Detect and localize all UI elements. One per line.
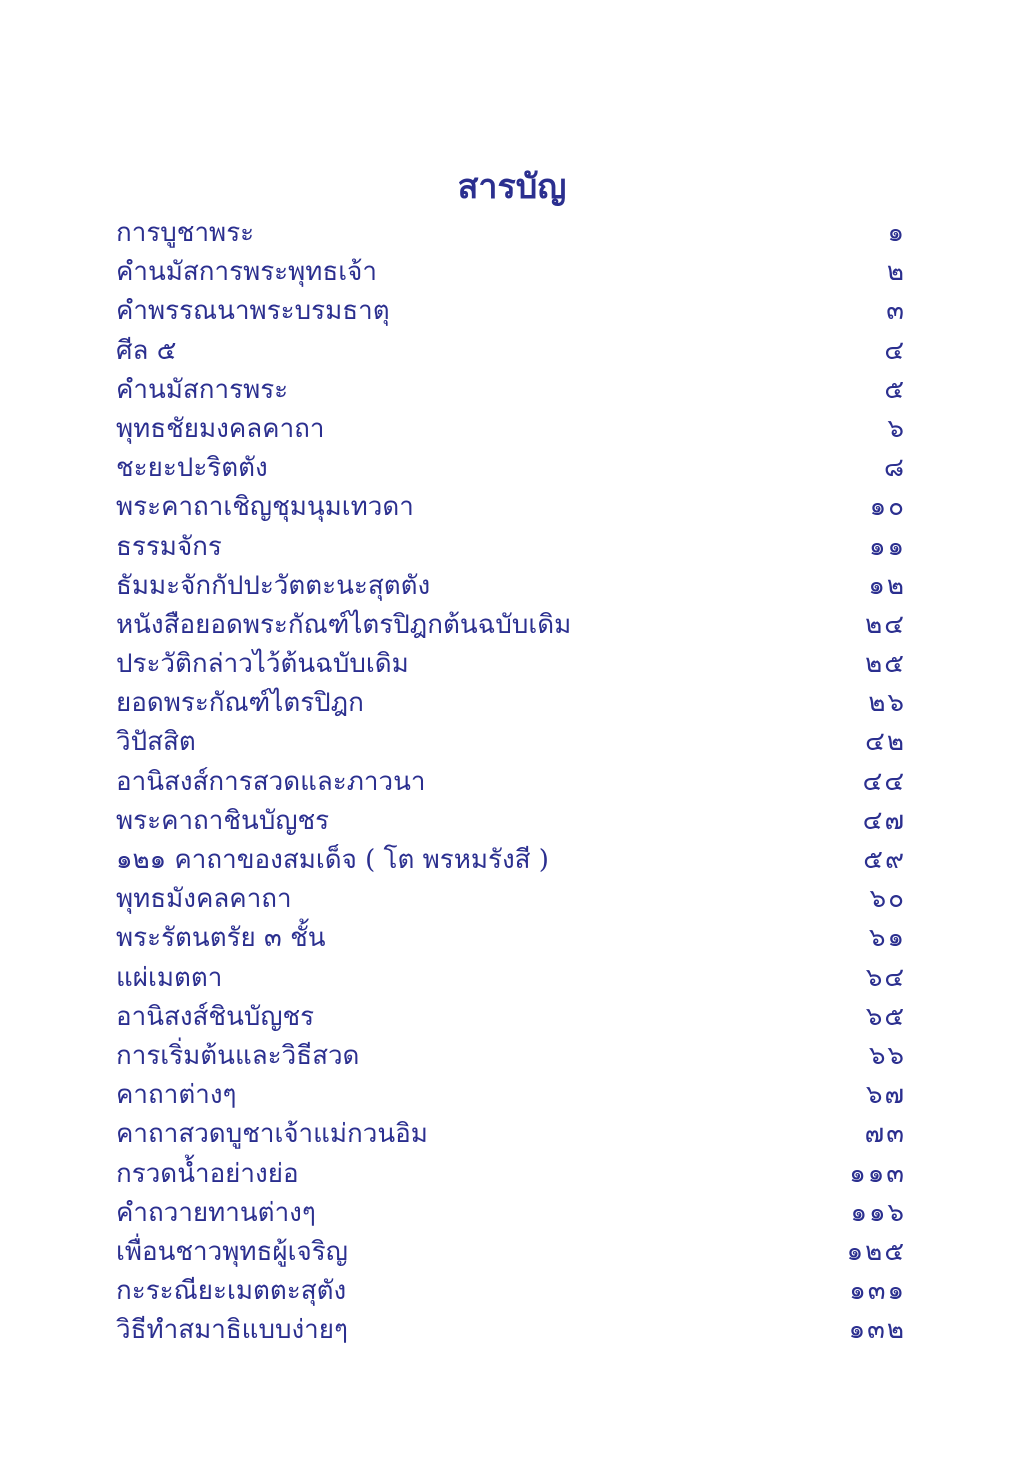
toc-entry-page-number: ๑ bbox=[887, 218, 906, 248]
toc-entry-title: อานิสงส์การสวดและภาวนา bbox=[116, 766, 426, 797]
toc-entry bbox=[116, 332, 906, 371]
toc-entry-page-number: ๑๑๓ bbox=[849, 1158, 906, 1189]
toc-entry bbox=[116, 214, 906, 253]
toc-entry-page-number: ๔ bbox=[884, 335, 906, 366]
toc-entry-title: กรวดน้ำอย่างย่อ bbox=[116, 1158, 299, 1189]
toc-entry-page-number: ๖๗ bbox=[865, 1080, 906, 1111]
toc-entry-title: เพื่อนชาวพุทธผู้เจริญ bbox=[116, 1236, 348, 1267]
toc-entry bbox=[116, 488, 906, 527]
toc-entry bbox=[116, 449, 906, 488]
toc-entry-page-number: ๑๒๕ bbox=[846, 1236, 906, 1267]
toc-entry-page-number: ๖๐ bbox=[869, 884, 906, 915]
toc-entry-title: วิปัสสิต bbox=[116, 727, 196, 758]
toc-entry-title: ยอดพระกัณฑ์ไตรปิฎก bbox=[116, 688, 364, 719]
toc-entry-page-number: ๒๔ bbox=[865, 609, 906, 640]
toc-entry-title: ชะยะปะริตตัง bbox=[116, 453, 268, 484]
toc-entry bbox=[116, 684, 906, 723]
toc-entry-title: วิธีทำสมาธิแบบง่ายๆ bbox=[116, 1315, 348, 1346]
toc-entry-title: คำนมัสการพระ bbox=[116, 374, 289, 405]
toc-entry-title: คาถาต่างๆ bbox=[116, 1080, 237, 1111]
toc-entry bbox=[116, 528, 906, 567]
toc-entry-page-number: ๑๓๑ bbox=[849, 1276, 906, 1307]
toc-entry-title: พระรัตนตรัย ๓ ชั้น bbox=[116, 923, 326, 954]
toc-entry bbox=[116, 410, 906, 449]
toc-entry-page-number: ๕๙ bbox=[863, 845, 906, 875]
toc-entry bbox=[116, 1115, 906, 1154]
toc-entry-title: ธัมมะจักกัปปะวัตตะนะสุตตัง bbox=[116, 570, 431, 601]
toc-entry-page-number: ๒ bbox=[886, 257, 906, 288]
toc-entry bbox=[116, 723, 906, 762]
toc-entry-title: ประวัติกล่าวไว้ต้นฉบับเดิม bbox=[116, 649, 409, 680]
toc-entry bbox=[116, 841, 906, 880]
toc-entry-page-number: ๔๒ bbox=[865, 727, 906, 758]
toc-entry-title: คำนมัสการพระพุทธเจ้า bbox=[116, 257, 378, 288]
toc-entry-title: คำถวายทานต่างๆ bbox=[116, 1197, 316, 1228]
toc-entry bbox=[116, 1155, 906, 1194]
toc-entry-page-number: ๘ bbox=[883, 453, 906, 484]
toc-entry-title: พระคาถาชินบัญชร bbox=[116, 805, 330, 836]
toc-entry bbox=[116, 1272, 906, 1311]
toc-entry-title: แผ่เมตตา bbox=[116, 962, 223, 993]
toc-entry bbox=[116, 292, 906, 331]
toc-entry bbox=[116, 1311, 906, 1350]
toc-entry bbox=[116, 1076, 906, 1115]
toc-entry-page-number: ๔๔ bbox=[862, 766, 906, 797]
toc-entry bbox=[116, 880, 906, 919]
toc-entry bbox=[116, 802, 906, 841]
toc-entry-page-number: ๒๕ bbox=[865, 649, 906, 680]
toc-entry-page-number: ๖๔ bbox=[865, 962, 906, 993]
toc-entry-title: คาถาสวดบูชาเจ้าแม่กวนอิม bbox=[116, 1119, 428, 1150]
toc-entry bbox=[116, 1037, 906, 1076]
toc-entry-page-number: ๖ bbox=[887, 413, 906, 444]
toc-entry-page-number: ๖๖ bbox=[868, 1040, 906, 1071]
toc-entry-title: พระคาถาเชิญชุมนุมเทวดา bbox=[116, 492, 414, 523]
toc-entry-title: คำพรรณนาพระบรมธาตุ bbox=[116, 296, 390, 327]
toc-entry-title: ศีล ๕ bbox=[116, 335, 177, 366]
toc-entry bbox=[116, 763, 906, 802]
toc-entry-title: ๑๒๑ คาถาของสมเด็จ ( โต พรหมรังสี ) bbox=[116, 845, 549, 875]
toc-entry-title: ธรรมจักร bbox=[116, 531, 222, 562]
toc-entry bbox=[116, 645, 906, 684]
toc-entry bbox=[116, 567, 906, 606]
toc-entry-page-number: ๒๖ bbox=[868, 688, 906, 719]
toc-entry bbox=[116, 959, 906, 998]
toc-entry-page-number: ๑๐ bbox=[869, 492, 906, 523]
toc-entry bbox=[116, 371, 906, 410]
toc-entry bbox=[116, 1194, 906, 1233]
toc-entry-page-number: ๖๑ bbox=[868, 923, 906, 954]
toc-entry-page-number: ๕ bbox=[884, 374, 906, 405]
toc-entry-page-number: ๑๒ bbox=[868, 570, 906, 601]
toc-entry bbox=[116, 606, 906, 645]
table-of-contents bbox=[116, 214, 906, 1350]
toc-entry-title: พุทธมังคลคาถา bbox=[116, 884, 292, 915]
toc-entry bbox=[116, 1233, 906, 1272]
toc-entry-title: หนังสือยอดพระกัณฑ์ไตรปิฎกต้นฉบับเดิม bbox=[116, 609, 572, 640]
toc-entry-page-number: ๓ bbox=[886, 296, 906, 327]
toc-entry-title: การเริ่มต้นและวิธีสวด bbox=[116, 1040, 360, 1071]
toc-entry-title: การบูชาพระ bbox=[116, 218, 255, 248]
toc-entry bbox=[116, 998, 906, 1037]
toc-entry-page-number: ๑๑ bbox=[868, 531, 906, 562]
toc-entry-page-number: ๑๑๖ bbox=[850, 1197, 906, 1228]
toc-entry-page-number: ๗๓ bbox=[864, 1119, 906, 1150]
toc-entry bbox=[116, 253, 906, 292]
toc-entry-page-number: ๔๗ bbox=[862, 805, 906, 836]
page-title: สารบัญ bbox=[457, 167, 567, 207]
toc-entry-title: อานิสงส์ชินบัญชร bbox=[116, 1001, 315, 1032]
toc-entry-title: พุทธชัยมงคลคาถา bbox=[116, 413, 325, 444]
toc-entry-page-number: ๑๓๒ bbox=[848, 1315, 906, 1346]
toc-entry-page-number: ๖๕ bbox=[865, 1001, 906, 1032]
toc-entry-title: กะระณียะเมตตะสุตัง bbox=[116, 1276, 347, 1307]
toc-entry bbox=[116, 919, 906, 958]
